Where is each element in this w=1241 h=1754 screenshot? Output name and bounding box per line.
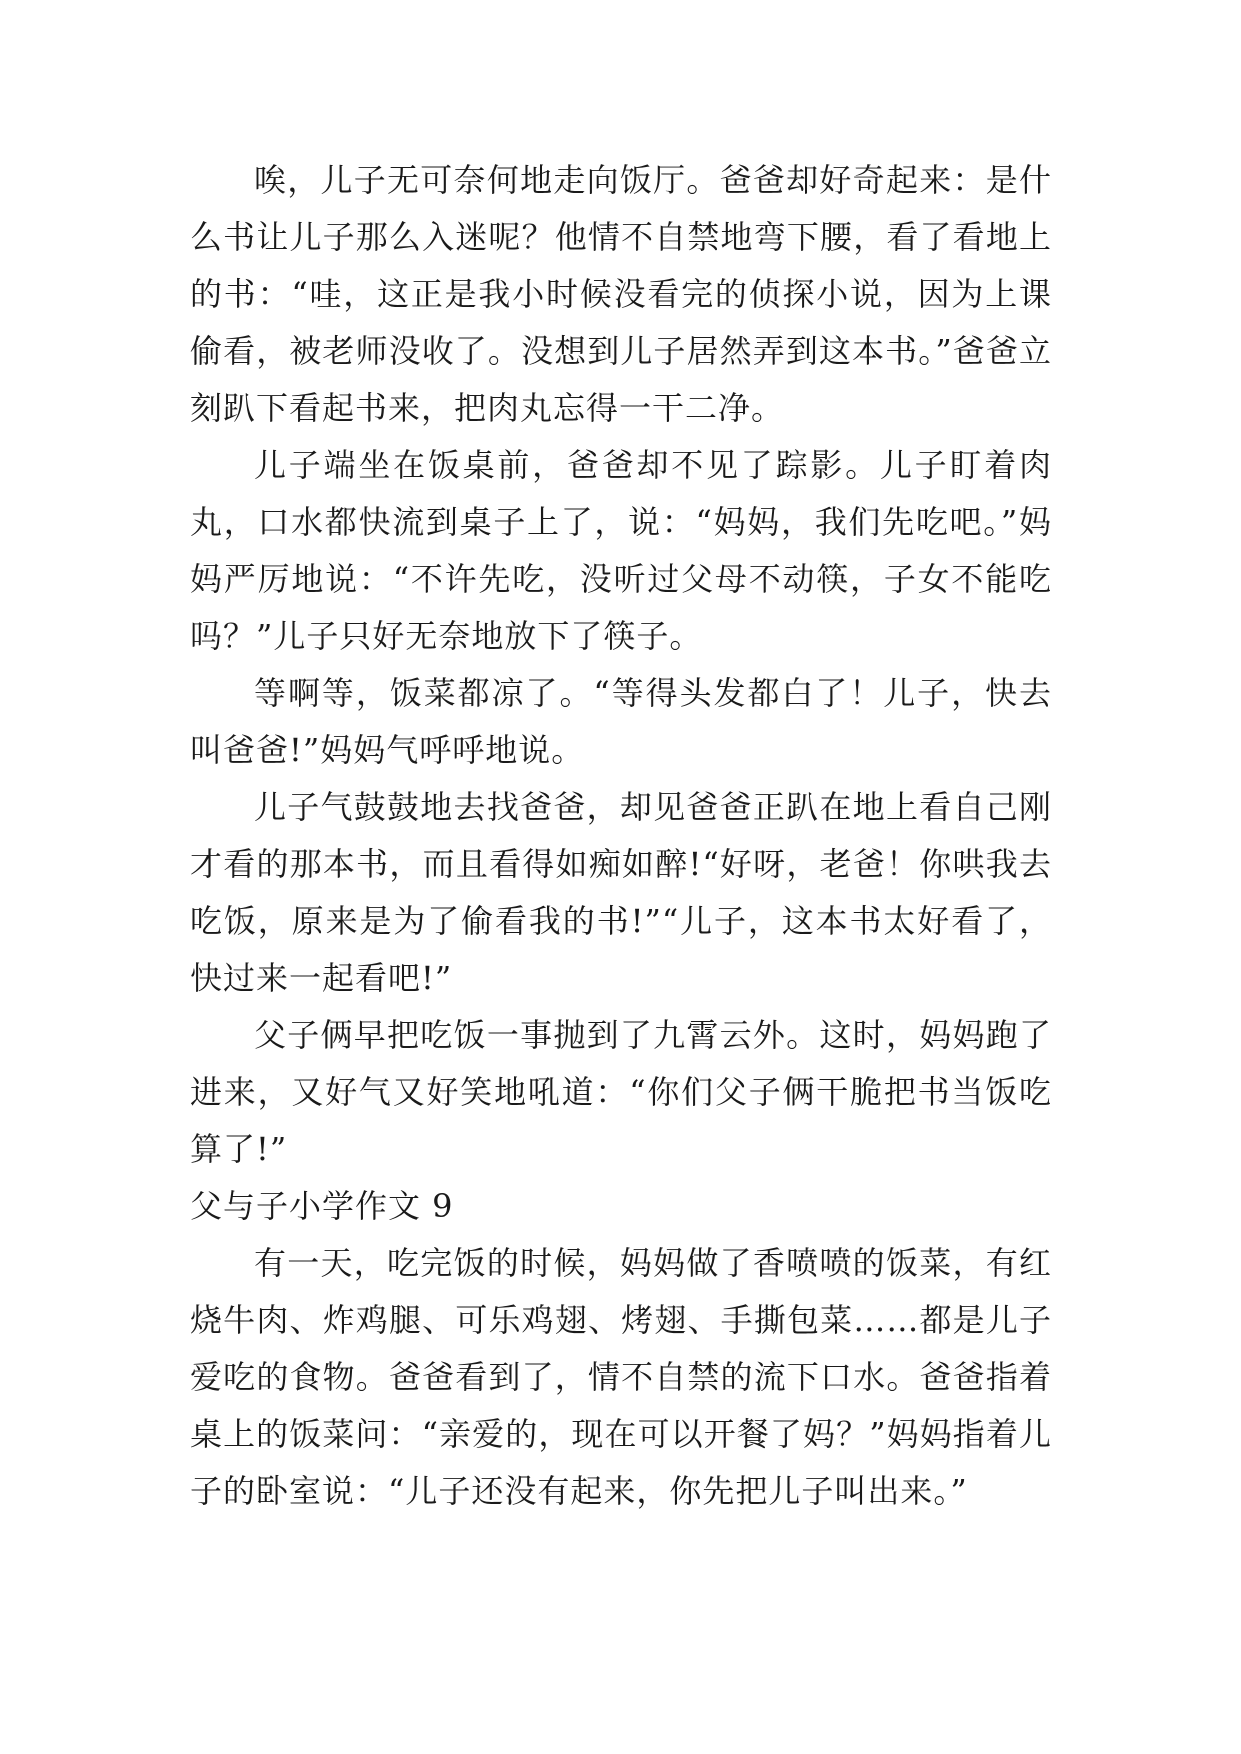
paragraph: 等啊等，饭菜都凉了。“等得头发都白了！儿子，快去叫爸爸!”妈妈气呼呼地说。 [190, 674, 1052, 769]
paragraph: 儿子端坐在饭桌前，爸爸却不见了踪影。儿子盯着肉丸，口水都快流到桌子上了，说：“妈妈，我们先吃吧。”妈妈严厉地说：“不许先吃，没听过父母不动筷，子女不能吃吗？”儿子只好无奈地放下了筷子。 [190, 446, 1052, 655]
document-body [190, 152, 1052, 1520]
paragraph: 唉，儿子无可奈何地走向饭厅。爸爸却好奇起来：是什么书让儿子那么入迷呢？他情不自禁地弯下腰，看了看地上的书：“哇，这正是我小时候没看完的侦探小说，因为上课偷看，被老师没收了。没想到儿子居然弄到这本书。”爸爸立刻趴下看起书来，把肉丸忘得一干二净。 [190, 161, 1052, 427]
paragraph: 儿子气鼓鼓地去找爸爸，却见爸爸正趴在地上看自己刚才看的那本书，而且看得如痴如醉!“好呀，老爸！你哄我去吃饭，原来是为了偷看我的书!”“儿子，这本书太好看了，快过来一起看吧!” [190, 788, 1052, 997]
section-title: 父与子小学作文 9 [190, 1187, 454, 1225]
paragraph: 有一天，吃完饭的时候，妈妈做了香喷喷的饭菜，有红烧牛肉、炸鸡腿、可乐鸡翅、烤翅、手撕包菜……都是儿子爱吃的食物。爸爸看到了，情不自禁的流下口水。爸爸指着桌上的饭菜问：“亲爱的，现在可以开餐了妈？”妈妈指着儿子的卧室说：“儿子还没有起来，你先把儿子叫出来。” [190, 1244, 1052, 1510]
paragraph: 父子俩早把吃饭一事抛到了九霄云外。这时，妈妈跑了进来，又好气又好笑地吼道：“你们父子俩干脆把书当饭吃算了!” [190, 1016, 1052, 1168]
